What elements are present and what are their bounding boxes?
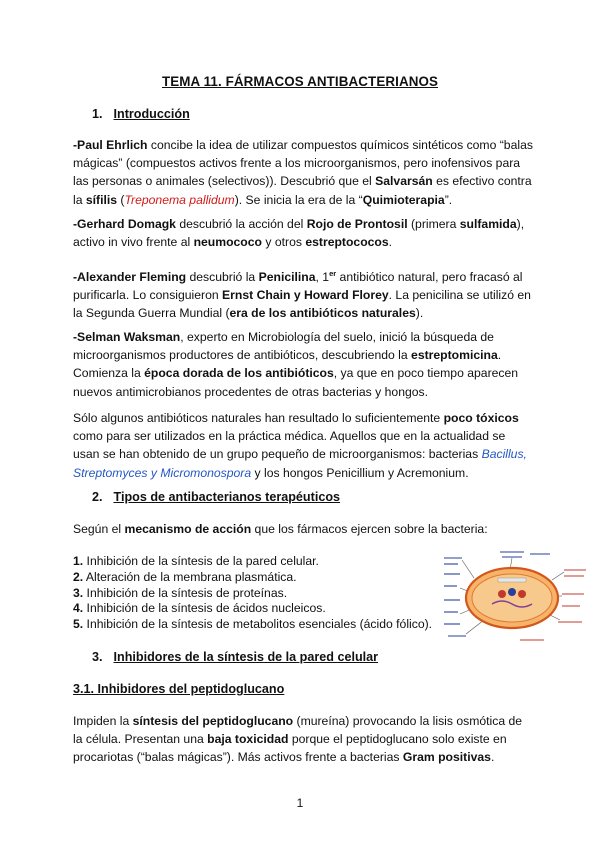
section-3-title: Inhibidores de la síntesis de la pared celular bbox=[113, 650, 379, 664]
list-number: 1. bbox=[73, 554, 84, 568]
text: (primera bbox=[407, 217, 460, 231]
term-sintesis-peptidoglucano: síntesis del peptidoglucano bbox=[132, 714, 294, 728]
term-epoca-dorada: época dorada de los antibióticos bbox=[144, 366, 334, 381]
paragraph-domagk bbox=[73, 215, 533, 251]
text: ), activo in vivo frente al bbox=[73, 217, 525, 250]
list-number: 3. bbox=[73, 585, 84, 600]
term-quimioterapia: Quimioterapia bbox=[362, 192, 445, 207]
paragraph-fleming bbox=[73, 265, 533, 323]
diagram-labels-left bbox=[444, 558, 466, 636]
name-waksman: -Selman Waksman bbox=[73, 330, 181, 344]
page-number: 1 bbox=[296, 796, 304, 810]
list-number: 2. bbox=[73, 569, 84, 584]
superscript: er bbox=[329, 269, 337, 278]
term-treponema: Treponema pallidum bbox=[124, 192, 235, 207]
list-number: 5. bbox=[73, 617, 84, 632]
text: ”. bbox=[444, 192, 453, 207]
diagram-labels-top bbox=[500, 552, 550, 557]
name-ehrlich: -Paul Ehrlich bbox=[73, 138, 148, 152]
name-fleming: -Alexander Fleming bbox=[73, 270, 187, 285]
section-3-1-heading bbox=[73, 682, 284, 696]
list-text: Inhibición de la síntesis de metabolitos esenciales (ácido fólico). bbox=[83, 617, 433, 632]
list-text: Inhibición de la síntesis de proteínas. bbox=[83, 585, 288, 600]
section-1-title: Introducción bbox=[113, 107, 190, 121]
term-estreptococos: estreptococos bbox=[305, 235, 389, 250]
section-1-heading bbox=[92, 107, 190, 121]
list-item bbox=[73, 554, 433, 570]
text: , experto en Microbiología del suelo, inició la búsqueda de microorganismos productores de antibióticos, descubriendo la bbox=[73, 330, 494, 363]
term-neumococo: neumococo bbox=[193, 235, 262, 250]
list-number: 4. bbox=[73, 601, 84, 616]
text: y los hongos Penicillium y Acremonium. bbox=[251, 465, 469, 480]
text: (mureína) provocando la lisis osmótica de la célula. Presentan una bbox=[73, 714, 523, 747]
list-item bbox=[73, 601, 433, 617]
document-title: TEMA 11. FÁRMACOS ANTIBACTERIANOS bbox=[161, 74, 439, 89]
list-text: Inhibición de la síntesis de la pared celular. bbox=[83, 554, 319, 568]
name-chain-florey: Ernst Chain y Howard Florey bbox=[222, 288, 389, 303]
paragraph-mecanismo bbox=[73, 520, 533, 538]
bacterial-cell-diagram bbox=[440, 548, 588, 646]
paragraph-waksman bbox=[73, 328, 533, 401]
section-2-heading bbox=[92, 490, 340, 504]
text: Según el bbox=[73, 522, 125, 536]
term-prontosil: Rojo de Prontosil bbox=[306, 217, 408, 231]
text: descubrió la acción del bbox=[175, 217, 307, 231]
term-estreptomicina: estreptomicina bbox=[411, 348, 498, 363]
text: . bbox=[490, 750, 495, 765]
list-item bbox=[73, 586, 433, 602]
text: ). Se inicia la era de la “ bbox=[234, 192, 363, 207]
list-text: Inhibición de la síntesis de ácidos nucleicos. bbox=[83, 601, 326, 616]
text: Impiden la bbox=[73, 714, 133, 728]
text: concibe la idea de utilizar compuestos químicos sintéticos como “balas mágicas” (compuestos activos frente a los microorganismos, pero inofensivos para las personas o animales (selectivos)). Descubrió que el bbox=[73, 138, 533, 189]
section-3-number: 3. bbox=[92, 650, 103, 664]
term-penicilina: Penicilina bbox=[258, 270, 316, 285]
ribosome-icon bbox=[518, 590, 526, 598]
ribosome-icon bbox=[508, 588, 516, 596]
mechanism-list bbox=[73, 554, 433, 633]
section-1-number: 1. bbox=[92, 107, 103, 121]
term-baja-toxicidad: baja toxicidad bbox=[207, 732, 289, 747]
text: como para ser utilizados en la práctica médica. Aquellos que en la actualidad se usan se han obtenido de un grupo pequeño de microorganismos: bacterias bbox=[73, 429, 506, 462]
text: . La penicilina se utilizó en la Segunda Guerra Mundial ( bbox=[73, 288, 531, 321]
name-domagk: -Gerhard Domagk bbox=[73, 217, 176, 231]
section-2-number: 2. bbox=[92, 490, 103, 504]
term-sifilis: sífilis bbox=[85, 192, 118, 207]
list-item bbox=[73, 570, 433, 586]
text: , ya que en poco tiempo aparecen nuevos antimicrobianos procedentes de otras bacterias y hongos. bbox=[73, 366, 519, 399]
text: ( bbox=[117, 192, 125, 207]
ribosome-icon bbox=[498, 590, 506, 598]
term-bacterias: Bacillus, Streptomyces y Micromonospora bbox=[73, 447, 527, 480]
text: antibiótico natural, pero fracasó al purificarla. Lo consiguieron bbox=[73, 270, 523, 303]
term-gram-positivas: Gram positivas bbox=[402, 750, 491, 765]
list-item bbox=[73, 617, 433, 633]
text: , 1 bbox=[315, 270, 330, 285]
term-salvarsan: Salvarsán bbox=[375, 174, 433, 189]
term-mecanismo: mecanismo de acción bbox=[124, 522, 252, 536]
text: . Comienza la bbox=[73, 348, 502, 381]
term-era-naturales: era de los antibióticos naturales bbox=[229, 306, 416, 321]
text: es efectivo contra la bbox=[73, 174, 532, 207]
text: y otros bbox=[261, 235, 306, 250]
term-poco-toxicos: poco tóxicos bbox=[443, 411, 519, 425]
section-2-title: Tipos de antibacterianos terapéuticos bbox=[113, 490, 341, 504]
text: que los fármacos ejercen sobre la bacteria: bbox=[251, 522, 488, 536]
text: porque el peptidoglucano solo existe en procariotas (“balas mágicas”). Más activos frente a bacterias bbox=[73, 732, 507, 765]
text: descubrió la bbox=[186, 270, 259, 285]
paragraph-ehrlich bbox=[73, 136, 533, 209]
paragraph-naturales bbox=[73, 409, 533, 482]
section-3-heading bbox=[92, 650, 378, 664]
list-text: Alteración de la membrana plasmática. bbox=[83, 569, 297, 584]
paragraph-peptidoglucano bbox=[73, 712, 533, 767]
text: Sólo algunos antibióticos naturales han resultado lo suficientemente bbox=[73, 411, 444, 425]
membrane-segment-icon bbox=[498, 578, 526, 582]
term-sulfamida: sulfamida bbox=[459, 217, 517, 231]
text: ). bbox=[415, 306, 424, 321]
text: . bbox=[388, 235, 393, 250]
section-3-1-title: 3.1. Inhibidores del peptidoglucano bbox=[73, 682, 285, 696]
